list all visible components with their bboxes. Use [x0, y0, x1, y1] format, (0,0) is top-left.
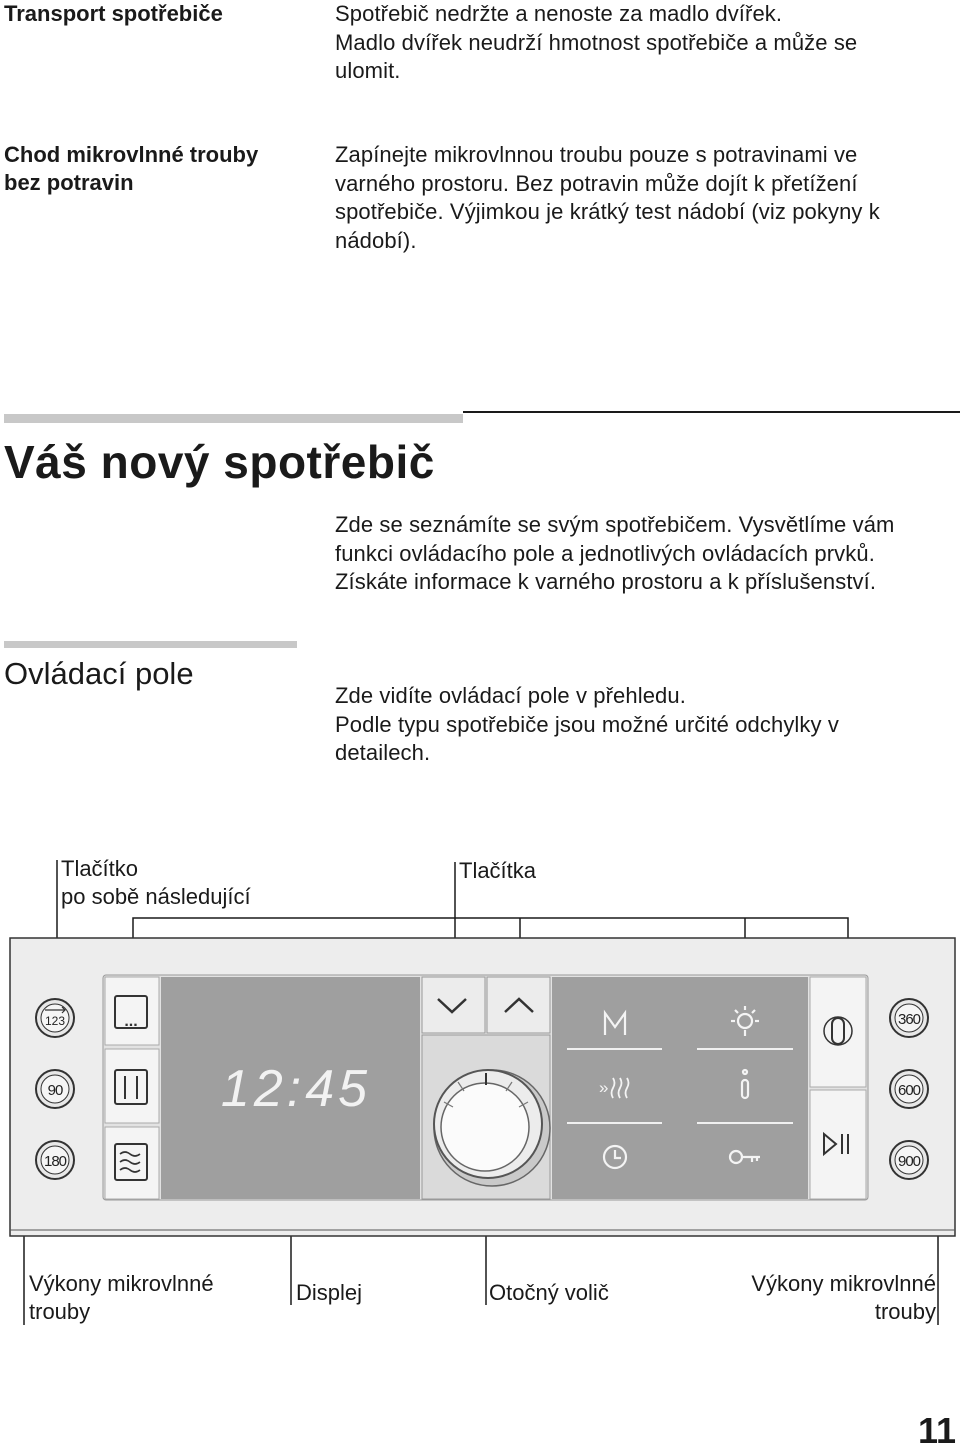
quick-heat-icon: » [599, 1078, 609, 1097]
power-button-600[interactable]: 600 [897, 1082, 921, 1099]
control-panel-diagram [0, 840, 960, 1340]
function-panel [552, 977, 808, 1199]
intro-text: Zde se seznámíte se svým spotřebičem. Vysvětlíme vám funkci ovládacího pole a jednotlivých ovládacích prvků. Získáte informace k varného prostoru a k příslušenství. [335, 512, 895, 594]
section-label-transport: Transport spotřebiče [4, 1, 223, 26]
power-button-90[interactable]: 90 [47, 1082, 63, 1099]
callout-power-right: Výkony mikrovlnné trouby [751, 1271, 936, 1324]
callout-rotary: Otočný volič [489, 1280, 609, 1305]
section-text-empty-run: Zapínejte mikrovlnnou troubu pouze s potravinami ve varného prostoru. Bez potravin může dojít k přetížení spotřebiče. Výjimkou je krátký test nádobí (viz pokyny k nádobí). [335, 142, 880, 253]
arrow-up-button[interactable] [487, 977, 550, 1033]
svg-text:...: ... [124, 1013, 138, 1030]
subheading: Ovládací pole [4, 656, 194, 691]
heading-rule-gray [4, 414, 463, 423]
display-time: 12:45 [220, 1060, 372, 1118]
power-button-900[interactable]: 900 [897, 1153, 921, 1170]
rotary-knob[interactable] [434, 1070, 550, 1186]
section-text-transport: Spotřebič nedržte a nenoste za madlo dvířek. Madlo dvířek neudrží hmotnost spotřebiče a může se ulomit. [335, 1, 858, 83]
page-number: 11 [917, 1410, 956, 1451]
callout-power-left: Výkony mikrovlnné trouby [29, 1271, 214, 1324]
callout-buttons: Tlačítka [459, 858, 537, 883]
page-heading: Váš nový spotřebič [4, 436, 435, 488]
power-button-180[interactable]: 180 [43, 1153, 67, 1170]
arrow-down-button[interactable] [422, 977, 485, 1033]
sequence-button[interactable]: 123 [44, 1014, 66, 1028]
section-label-empty-run: Chod mikrovlnné trouby bez potravin [4, 142, 259, 195]
subheading-rule [4, 641, 297, 648]
heading-rule-black [463, 411, 960, 413]
sub-text: Zde vidíte ovládací pole v přehledu. Podle typu spotřebiče jsou možné určité odchylky v detailech. [335, 683, 839, 765]
callout-display: Displej [296, 1280, 363, 1305]
power-button-360[interactable]: 360 [897, 1011, 921, 1028]
left-function-buttons [105, 977, 159, 1199]
callout-sequential-button: Tlačítko po sobě následující [61, 856, 251, 909]
